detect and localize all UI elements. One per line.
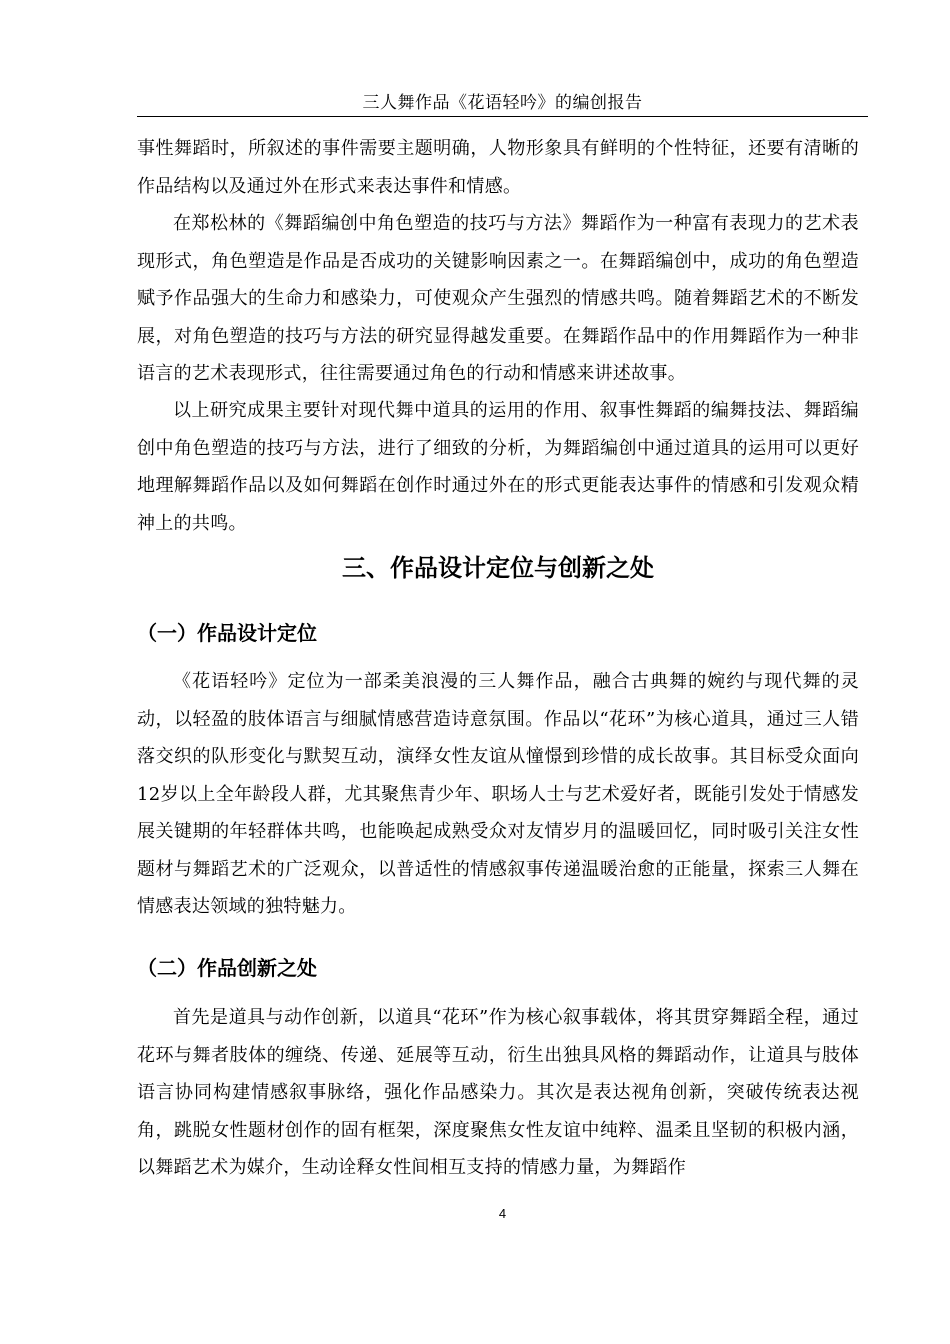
page-number: 4 <box>498 1206 507 1221</box>
subsection-heading-innovation: （二）作品创新之处 <box>137 956 317 980</box>
paragraph-design-position: 《花语轻吟》定位为一部柔美浪漫的三人舞作品，融合古典舞的婉约与现代舞的灵动，以轻盈的肢体语言与细腻情感营造诗意氛围。作品以“花环”为核心道具，通过三人错落交织的队形变化与默契互动，演绎女性友谊从憧憬到珍惜的成长故事。其目标受众面向12岁以上全年龄段人群，尤其聚焦青少年、职场人士与艺术爱好者，既能引发处于情感发展关键期的年轻群体共鸣，也能唤起成熟受众对友情岁月的温暖回忆，同时吸引关注女性题材与舞蹈艺术的广泛观众，以普适性的情感叙事传递温暖治愈的正能量，探索三人舞在情感表达领域的独特魅力。 <box>137 671 859 917</box>
paragraph-research-summary: 以上研究成果主要针对现代舞中道具的运用的作用、叙事性舞蹈的编舞技法、舞蹈编创中角色塑造的技巧与方法，进行了细致的分析，为舞蹈编创中通过道具的运用可以更好地理解舞蹈作品以及如何舞蹈在创作时通过外在的形式更能表达事件的情感和引发观众精神上的共鸣。 <box>137 400 859 534</box>
header-divider <box>137 116 868 117</box>
paragraph-role-shaping: 在郑松林的《舞蹈编创中角色塑造的技巧与方法》舞蹈作为一种富有表现力的艺术表现形式，角色塑造是作品是否成功的关键影响因素之一。在舞蹈编创中，成功的角色塑造赋予作品强大的生命力和感染力，可使观众产生强烈的情感共鸣。随着舞蹈艺术的不断发展，对角色塑造的技巧与方法的研究显得越发重要。在舞蹈作品中的作用舞蹈作为一种非语言的艺术表现形式，往往需要通过角色的行动和情感来讲述故事。 <box>137 213 859 384</box>
subsection-heading-design-position: （一）作品设计定位 <box>137 621 317 645</box>
running-header: 三人舞作品《花语轻吟》的编创报告 <box>362 93 643 113</box>
paragraph-narrative-dance: 事性舞蹈时，所叙述的事件需要主题明确，人物形象具有鲜明的个性特征，还要有清晰的作品结构以及通过外在形式来表达事件和情感。 <box>137 138 859 197</box>
section-heading-design-innovation: 三、作品设计定位与创新之处 <box>342 554 654 582</box>
paragraph-innovation: 首先是道具与动作创新，以道具“花环”作为核心叙事载体，将其贯穿舞蹈全程，通过花环与舞者肢体的缠绕、传递、延展等互动，衍生出独具风格的舞蹈动作，让道具与肢体语言协同构建情感叙事脉络，强化作品感染力。其次是表达视角创新，突破传统表达视角，跳脱女性题材创作的固有框架，深度聚焦女性友谊中纯粹、温柔且坚韧的积极内涵，以舞蹈艺术为媒介，生动诠释女性间相互支持的情感力量，为舞蹈作 <box>137 1007 859 1178</box>
